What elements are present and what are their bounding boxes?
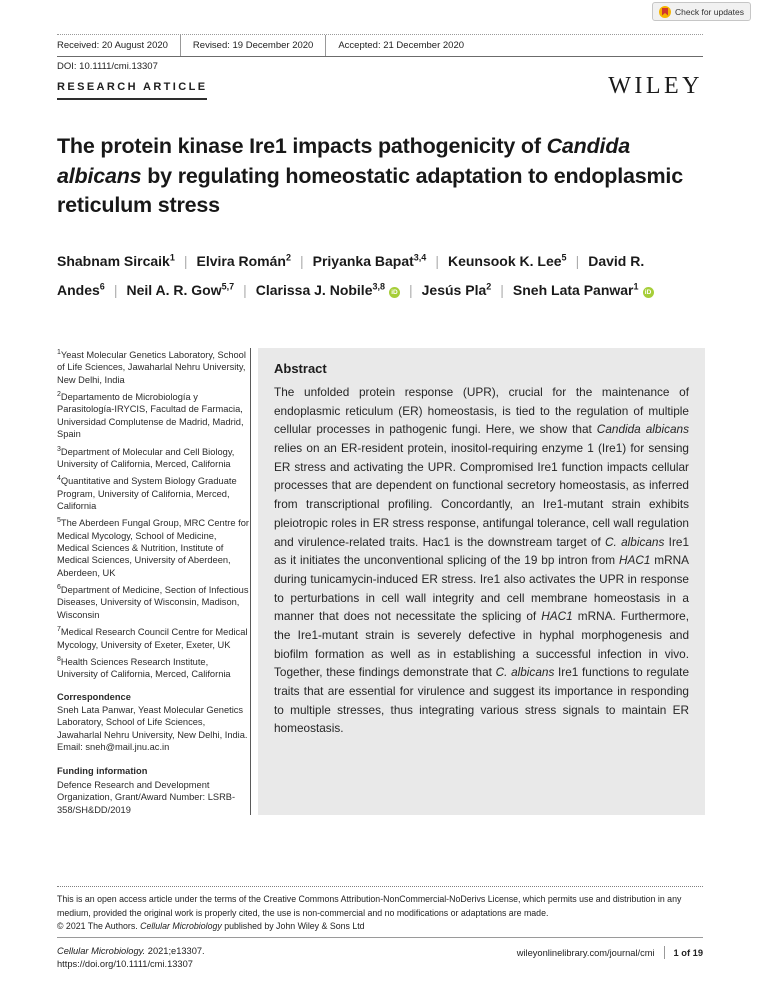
license-text: This is an open access article under the terms of the Creative Commons Attribution-NonCommercial-NoDerivs License, which permits use and distribution in any medium, provided the original work is properly cited, the use is non-commercial and no modifications or adaptations are made. (57, 894, 682, 918)
crossmark-icon (659, 6, 671, 18)
footer (57, 946, 703, 972)
journal-site-link[interactable]: wileyonlinelibrary.com/journal/cmi (516, 947, 655, 958)
doi-url-link[interactable]: https://doi.org/10.1111/cmi.13307 (57, 959, 193, 969)
received-date: Received: 20 August 2020 (57, 40, 168, 51)
author: Sneh Lata Panwar$^1$iD (513, 282, 654, 298)
funding-heading: Funding information (57, 766, 148, 777)
author-separator: | (575, 253, 580, 269)
author-separator: | (500, 282, 504, 299)
doi-line: DOI: 10.1111/cmi.13307 (57, 61, 158, 72)
author: Clarissa J. Nobile$^{3,8}$iD (256, 282, 400, 298)
accepted-date: Accepted: 21 December 2020 (338, 40, 465, 51)
affiliation-item: $^3$Department of Molecular and Cell Biology, University of California, Merced, California (57, 445, 235, 469)
affiliation-item: $^5$The Aberdeen Fungal Group, MRC Centre for Medical Mycology, School of Medicine, Medical Sciences & Nutrition, Institute of Medical Sciences, University of Aberdeen, Aberdeen, UK (57, 517, 250, 578)
correspondence-email[interactable]: Email: sneh@mail.jnu.ac.in (57, 742, 170, 753)
correspondence-heading: Correspondence (57, 691, 131, 702)
abstract-panel (258, 348, 705, 815)
correspondence-section (57, 691, 249, 754)
license-block (57, 886, 703, 934)
affiliation-item: $^7$Medical Research Council Centre for Medical Mycology, University of Exeter, Exeter, UK (57, 626, 248, 650)
author-separator: | (243, 282, 247, 299)
affiliation-item: $^2$Departamento de Microbiología y Parasitología-IRYCIS, Facultad de Farmacia, Universidad Complutense de Madrid, Madrid, Spain (57, 390, 244, 440)
orcid-icon[interactable]: iD (643, 287, 654, 298)
abstract-heading: Abstract (274, 361, 327, 376)
page-number: 1 of 19 (673, 947, 703, 958)
author: Shabnam Sircaik$^1$ (57, 252, 175, 269)
footer-citation-block (57, 946, 205, 972)
check-for-updates-button[interactable] (652, 2, 751, 21)
author: Jesús Pla$^2$ (421, 281, 492, 299)
affiliation-item: $^8$Health Sciences Research Institute, University of California, Merced, California (57, 655, 231, 680)
funding-body: Defence Research and Development Organization, Grant/Award Number: LSRB-358/SH&DD/2019 (57, 779, 236, 815)
footer-divider (57, 937, 703, 938)
author-separator: | (299, 253, 304, 269)
author: Elvira Román$^2$ (196, 252, 291, 269)
article-title: The protein kinase Ire1 impacts pathogenicity of Candida albicans by regulating homeostatic adaptation to endoplasmic reticulum stress (57, 134, 683, 218)
author-list (57, 247, 689, 306)
check-for-updates-label: Check for updates (675, 6, 744, 17)
footer-separator (664, 946, 665, 959)
history-divider (180, 35, 181, 56)
abstract-text: The unfolded protein response (UPR), crucial for the maintenance of endoplasmic reticulum (ER) homeostasis, is tied to the regulation of multiple cellular processes in pathogenic fungi. Here, we show that Candida albicans relies on an ER-resident protein, inositol-requiring enzyme 1 (Ire1) for sensing ER stress and activating the UPR. Compromised Ire1 function impacts cellular processes that are dependent on functional secretory homeostasis, as inferred from transcriptional profiling. Concordantly, an Ire1-mutant strain exhibits pleiotropic roles in ER stress response, antifungal tolerance, cell wall regulation and virulence-related traits. Hac1 is the downstream target of C. albicans Ire1 as it initiates the unconventional splicing of the 19 bp intron from HAC1 mRNA during tunicamycin-induced ER stress. Ire1 also activates the UPR in response to perturbations in cell wall integrity and cell membrane homeostasis in a manner that does not necessitate the splicing of HAC1 mRNA. Furthermore, the Ire1-mutant strain is severely defective in hyphal morphogenesis and biofilm formation as well as in establishing a successful infection in vivo. Together, these findings demonstrate that C. albicans Ire1 functions to regulate traits that are essential for virulence and suggest its importance in responding to multiple stresses, thus integrating various stress signals to maintain ER homeostasis. (274, 385, 690, 736)
author-separator: | (113, 282, 118, 299)
author: Neil A. R. Gow$^{5,7}$ (126, 281, 235, 299)
author-separator: | (183, 253, 188, 269)
footer-right (517, 946, 703, 959)
funding-section (57, 765, 249, 815)
history-divider (325, 35, 326, 56)
author: Priyanka Bapat$^{3,4}$ (312, 252, 427, 269)
affiliation-item: $^6$Department of Medicine, Section of Infectious Diseases, University of Wisconsin, Madison, Wisconsin (57, 584, 249, 620)
affiliation-item: $^1$Yeast Molecular Genetics Laboratory, School of Life Sciences, Jawaharlal Nehru University, New Delhi, India (57, 348, 246, 385)
affiliation-list (57, 349, 249, 681)
orcid-icon[interactable]: iD (389, 287, 400, 298)
affiliation-item: $^4$Quantitative and System Biology Graduate Program, University of California, Merced, California (57, 475, 237, 511)
left-column (57, 349, 249, 816)
revised-date: Revised: 19 December 2020 (192, 40, 314, 51)
author: Keunsook K. Lee$^5$ (447, 252, 567, 269)
history-bar (57, 34, 703, 57)
author: David R. Andes$^6$ (57, 253, 645, 299)
type-row (57, 73, 703, 100)
copyright-line: © 2021 The Authors. Cellular Microbiology published by John Wiley & Sons Ltd (57, 921, 365, 932)
article-type-label: RESEARCH ARTICLE (57, 81, 207, 100)
column-divider (250, 348, 251, 815)
author-separator: | (409, 282, 413, 299)
wiley-logo: WILEY (608, 73, 703, 99)
author-separator: | (435, 253, 439, 269)
correspondence-body: Sneh Lata Panwar, Yeast Molecular Genetics Laboratory, School of Life Sciences, Jawaharlal Nehru University, New Delhi, India. (57, 704, 248, 740)
journal-citation: Cellular Microbiology. 2021;e13307. (57, 946, 205, 956)
